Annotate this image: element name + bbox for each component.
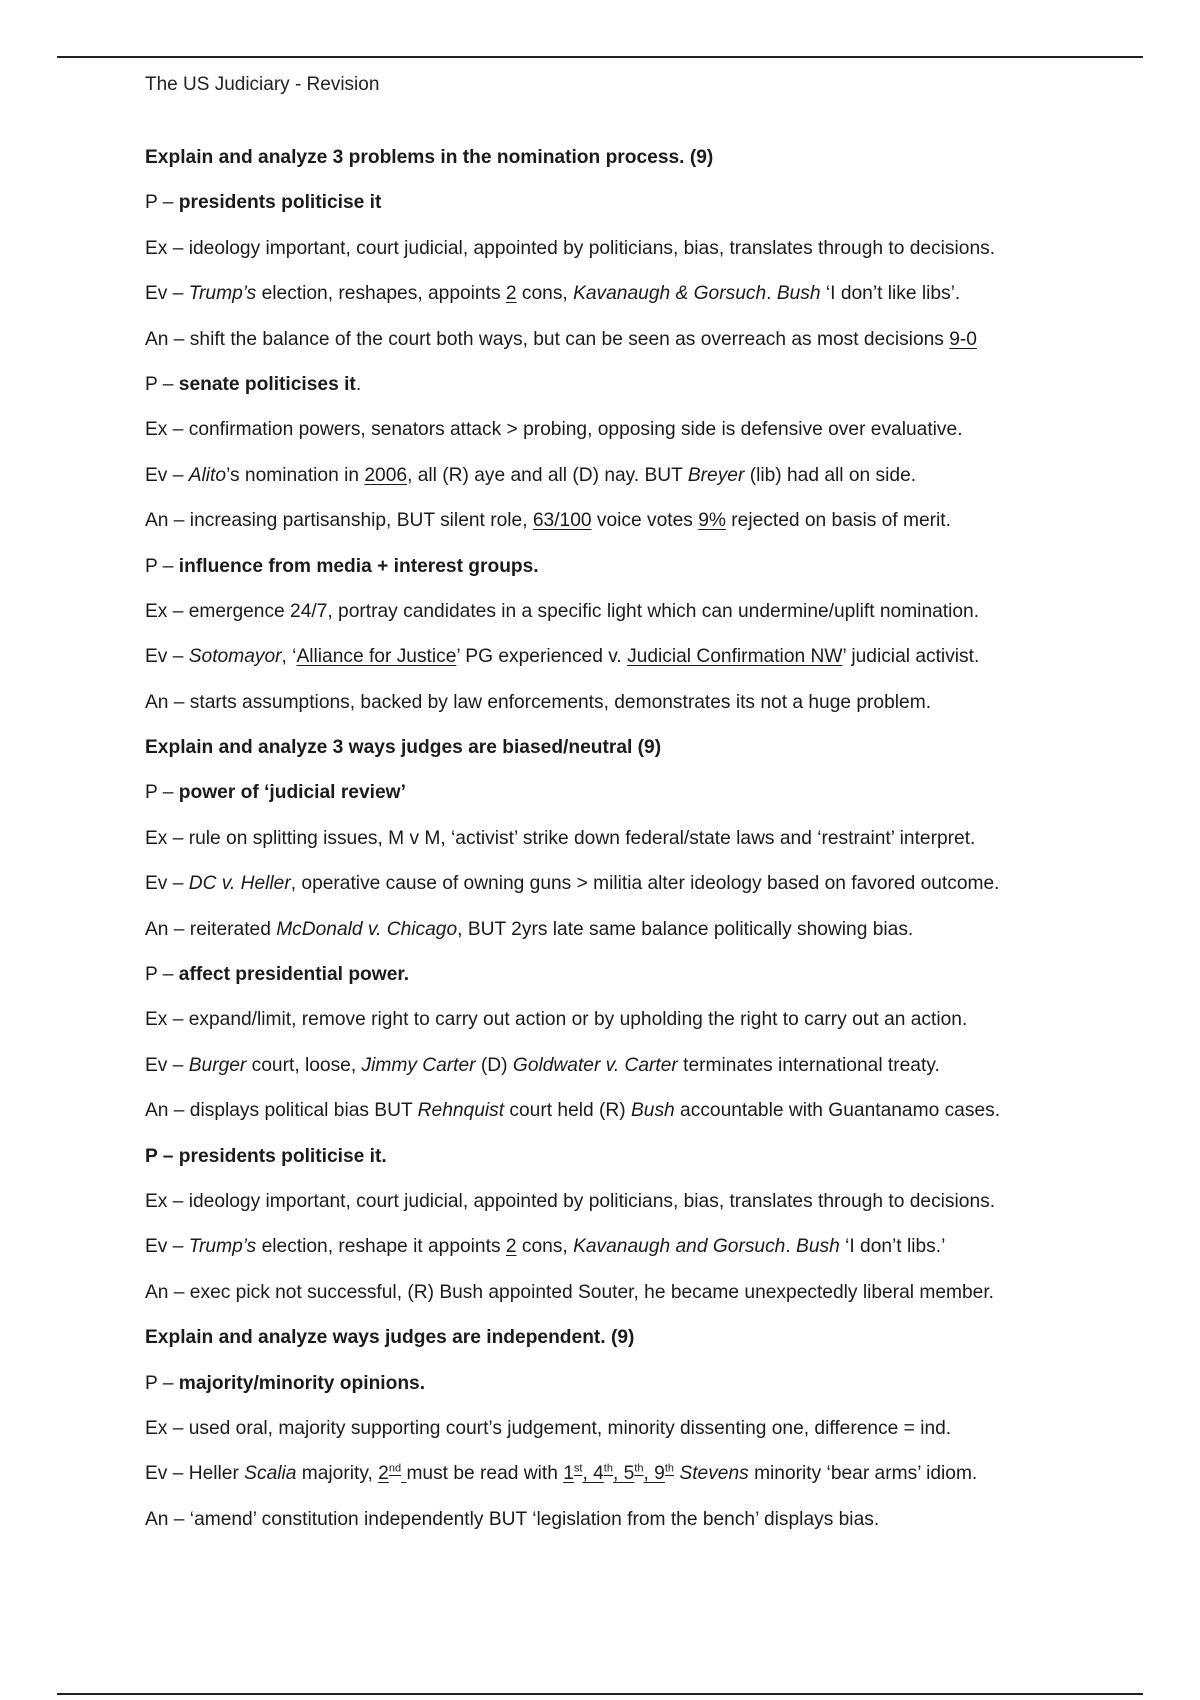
- text-segment: P – presidents politicise it.: [145, 1145, 387, 1167]
- text-segment: ‘I don’t libs.’: [839, 1236, 946, 1258]
- text-segment: senate politicises it: [178, 373, 356, 395]
- text-segment: Bush: [796, 1236, 840, 1258]
- text-segment: majority,: [296, 1463, 379, 1485]
- text-segment: Scalia: [244, 1463, 297, 1485]
- text-segment: P –: [145, 964, 179, 986]
- text-segment: minority ‘bear arms’ idiom.: [748, 1463, 978, 1485]
- text-segment: An – shift the balance of the court both ways, but can be seen as overreach as most decisions: [145, 328, 950, 350]
- document-header-title: The US Judiciary - Revision: [145, 74, 380, 95]
- text-segment: Goldwater v. Carter: [512, 1054, 678, 1076]
- text-segment: Ex – rule on splitting issues, M v M, ‘activist’ strike down federal/state laws and ‘restraint’ interpret.: [145, 827, 976, 849]
- text-segment: 1: [563, 1463, 574, 1485]
- text-segment: ’ PG experienced v.: [456, 646, 628, 668]
- analysis-line: [145, 917, 1145, 962]
- text-segment: Sotomayor: [188, 646, 282, 668]
- analysis-line: [145, 1098, 1145, 1143]
- text-segment: Trump’s: [188, 283, 257, 305]
- question-line: [145, 1325, 1145, 1370]
- text-segment: accountable with Guantanamo cases.: [674, 1100, 1001, 1122]
- text-segment: ’s nomination in: [226, 464, 365, 486]
- text-segment: power of ‘judicial review’: [178, 782, 406, 804]
- text-segment: majority/minority opinions.: [178, 1372, 426, 1394]
- text-segment: P –: [145, 1372, 179, 1394]
- evidence-line: [145, 1234, 1145, 1279]
- point-line: [145, 190, 1145, 235]
- text-segment: An – reiterated: [145, 918, 277, 940]
- question-line: [145, 145, 1145, 190]
- text-segment: An – starts assumptions, backed by law enforcements, demonstrates its not a huge problem.: [145, 691, 932, 713]
- text-segment: Ex – expand/limit, remove right to carry out action or by upholding the right to carry out an action.: [145, 1009, 968, 1031]
- text-segment: , operative cause of owning guns > militia alter ideology based on favored outcome.: [290, 873, 1000, 895]
- analysis-line: [145, 508, 1145, 553]
- text-segment: .: [785, 1236, 797, 1258]
- point-line: [145, 1144, 1145, 1189]
- text-segment: (D): [475, 1054, 513, 1076]
- text-segment: Burger: [188, 1054, 247, 1076]
- text-segment: P –: [145, 192, 179, 214]
- text-segment: Ev –: [145, 1236, 189, 1258]
- text-segment: st: [573, 1462, 583, 1475]
- text-segment: 2: [505, 1236, 517, 1258]
- text-segment: voice votes: [591, 510, 699, 532]
- text-segment: Alito: [188, 464, 227, 486]
- text-segment: cons,: [516, 1236, 574, 1258]
- text-segment: , 4: [582, 1463, 604, 1485]
- text-segment: Ev –: [145, 873, 189, 895]
- text-segment: McDonald v. Chicago: [276, 918, 458, 940]
- text-segment: P –: [145, 782, 179, 804]
- text-segment: Jimmy Carter: [361, 1054, 476, 1076]
- text-segment: th: [634, 1462, 644, 1475]
- text-segment: Alliance for Justice: [296, 646, 457, 668]
- text-segment: .: [355, 373, 362, 395]
- text-segment: rejected on basis of merit.: [725, 510, 951, 532]
- text-segment: election, reshape it appoints: [256, 1236, 506, 1258]
- text-segment: 2: [378, 1463, 389, 1485]
- text-segment: terminates international treaty.: [677, 1054, 940, 1076]
- text-segment: must be read with: [406, 1463, 564, 1485]
- evidence-line: [145, 281, 1145, 326]
- text-segment: , BUT 2yrs late same balance politically showing bias.: [457, 918, 914, 940]
- text-segment: ’ judicial activist.: [842, 646, 980, 668]
- text-segment: Judicial Confirmation NW: [627, 646, 843, 668]
- explanation-line: [145, 236, 1145, 281]
- evidence-line: [145, 1461, 1145, 1506]
- text-segment: Stevens: [679, 1463, 749, 1485]
- analysis-line: [145, 1280, 1145, 1325]
- revision-notes-body: [145, 145, 1145, 1552]
- analysis-line: [145, 1507, 1145, 1552]
- text-segment: 63/100: [532, 510, 592, 532]
- bottom-rule: [57, 1693, 1143, 1695]
- text-segment: Trump’s: [188, 1236, 257, 1258]
- text-segment: Rehnquist: [417, 1100, 505, 1122]
- text-segment: P –: [145, 555, 179, 577]
- text-segment: Ev – Heller: [145, 1463, 245, 1485]
- point-line: [145, 780, 1145, 825]
- text-segment: ‘I don’t like libs’.: [820, 283, 961, 305]
- text-segment: An – displays political bias BUT: [145, 1100, 418, 1122]
- explanation-line: [145, 826, 1145, 871]
- explanation-line: [145, 1416, 1145, 1461]
- text-segment: Ex – emergence 24/7, portray candidates in a specific light which can undermine/uplift nomination.: [145, 600, 980, 622]
- text-segment: .: [766, 283, 777, 305]
- text-segment: court held (R): [504, 1100, 631, 1122]
- text-segment: Explain and analyze 3 problems in the nomination process. (9): [145, 147, 714, 168]
- explanation-line: [145, 599, 1145, 644]
- text-segment: Ev –: [145, 283, 189, 305]
- question-line: [145, 735, 1145, 780]
- evidence-line: [145, 1053, 1145, 1098]
- text-segment: , 9: [643, 1463, 665, 1485]
- text-segment: Ex – ideology important, court judicial, appointed by politicians, bias, translates through to decisions.: [145, 237, 996, 259]
- text-segment: DC v. Heller: [188, 873, 291, 895]
- analysis-line: [145, 327, 1145, 372]
- text-segment: Bush: [776, 283, 821, 305]
- text-segment: Bush: [630, 1100, 675, 1122]
- text-segment: election, reshapes, appoints: [256, 283, 506, 305]
- text-segment: court, loose,: [246, 1054, 362, 1076]
- text-segment: Breyer: [687, 464, 745, 486]
- text-segment: Explain and analyze ways judges are independent. (9): [145, 1327, 635, 1349]
- text-segment: th: [664, 1462, 675, 1475]
- text-segment: Ev –: [145, 464, 189, 486]
- evidence-line: [145, 463, 1145, 508]
- analysis-line: [145, 690, 1145, 735]
- text-segment: Ev –: [145, 646, 189, 668]
- point-line: [145, 1371, 1145, 1416]
- text-segment: Explain and analyze 3 ways judges are biased/neutral (9): [145, 737, 662, 759]
- text-segment: , all (R) aye and all (D) nay. BUT: [407, 464, 688, 486]
- text-segment: Ev –: [145, 1054, 189, 1076]
- text-segment: influence from media + interest groups.: [178, 555, 539, 577]
- text-segment: (lib) had all on side.: [744, 464, 917, 486]
- point-line: [145, 554, 1145, 599]
- text-segment: Ex – ideology important, court judicial, appointed by politicians, bias, translates through to decisions.: [145, 1190, 996, 1212]
- text-segment: An – exec pick not successful, (R) Bush appointed Souter, he became unexpectedly liberal member.: [145, 1281, 994, 1303]
- text-segment: th: [603, 1462, 613, 1475]
- explanation-line: [145, 417, 1145, 462]
- text-segment: Ex – confirmation powers, senators attack > probing, opposing side is defensive over evaluative.: [145, 419, 963, 441]
- text-segment: 9-0: [949, 328, 977, 350]
- explanation-line: [145, 1189, 1145, 1234]
- evidence-line: [145, 871, 1145, 916]
- text-segment: affect presidential power.: [178, 964, 410, 986]
- text-segment: , ‘: [281, 646, 297, 668]
- text-segment: 2006: [364, 464, 408, 486]
- text-segment: 9%: [698, 510, 726, 532]
- text-segment: , 5: [612, 1463, 635, 1485]
- evidence-line: [145, 644, 1145, 689]
- text-segment: nd: [388, 1462, 402, 1475]
- text-segment: cons,: [516, 283, 574, 305]
- text-segment: Kavanaugh and Gorsuch: [573, 1236, 786, 1258]
- text-segment: An – increasing partisanship, BUT silent role,: [145, 510, 533, 532]
- text-segment: presidents politicise it: [178, 192, 382, 214]
- text-segment: 2: [505, 283, 517, 305]
- text-segment: Kavanaugh & Gorsuch: [573, 283, 767, 305]
- text-segment: An – ‘amend’ constitution independently BUT ‘legislation from the bench’ displays bias.: [145, 1508, 880, 1530]
- text-segment: P –: [145, 373, 179, 395]
- point-line: [145, 962, 1145, 1007]
- explanation-line: [145, 1007, 1145, 1052]
- point-line: [145, 372, 1145, 417]
- top-rule: [57, 56, 1143, 58]
- text-segment: Ex – used oral, majority supporting court’s judgement, minority dissenting one, difference = ind.: [145, 1417, 952, 1439]
